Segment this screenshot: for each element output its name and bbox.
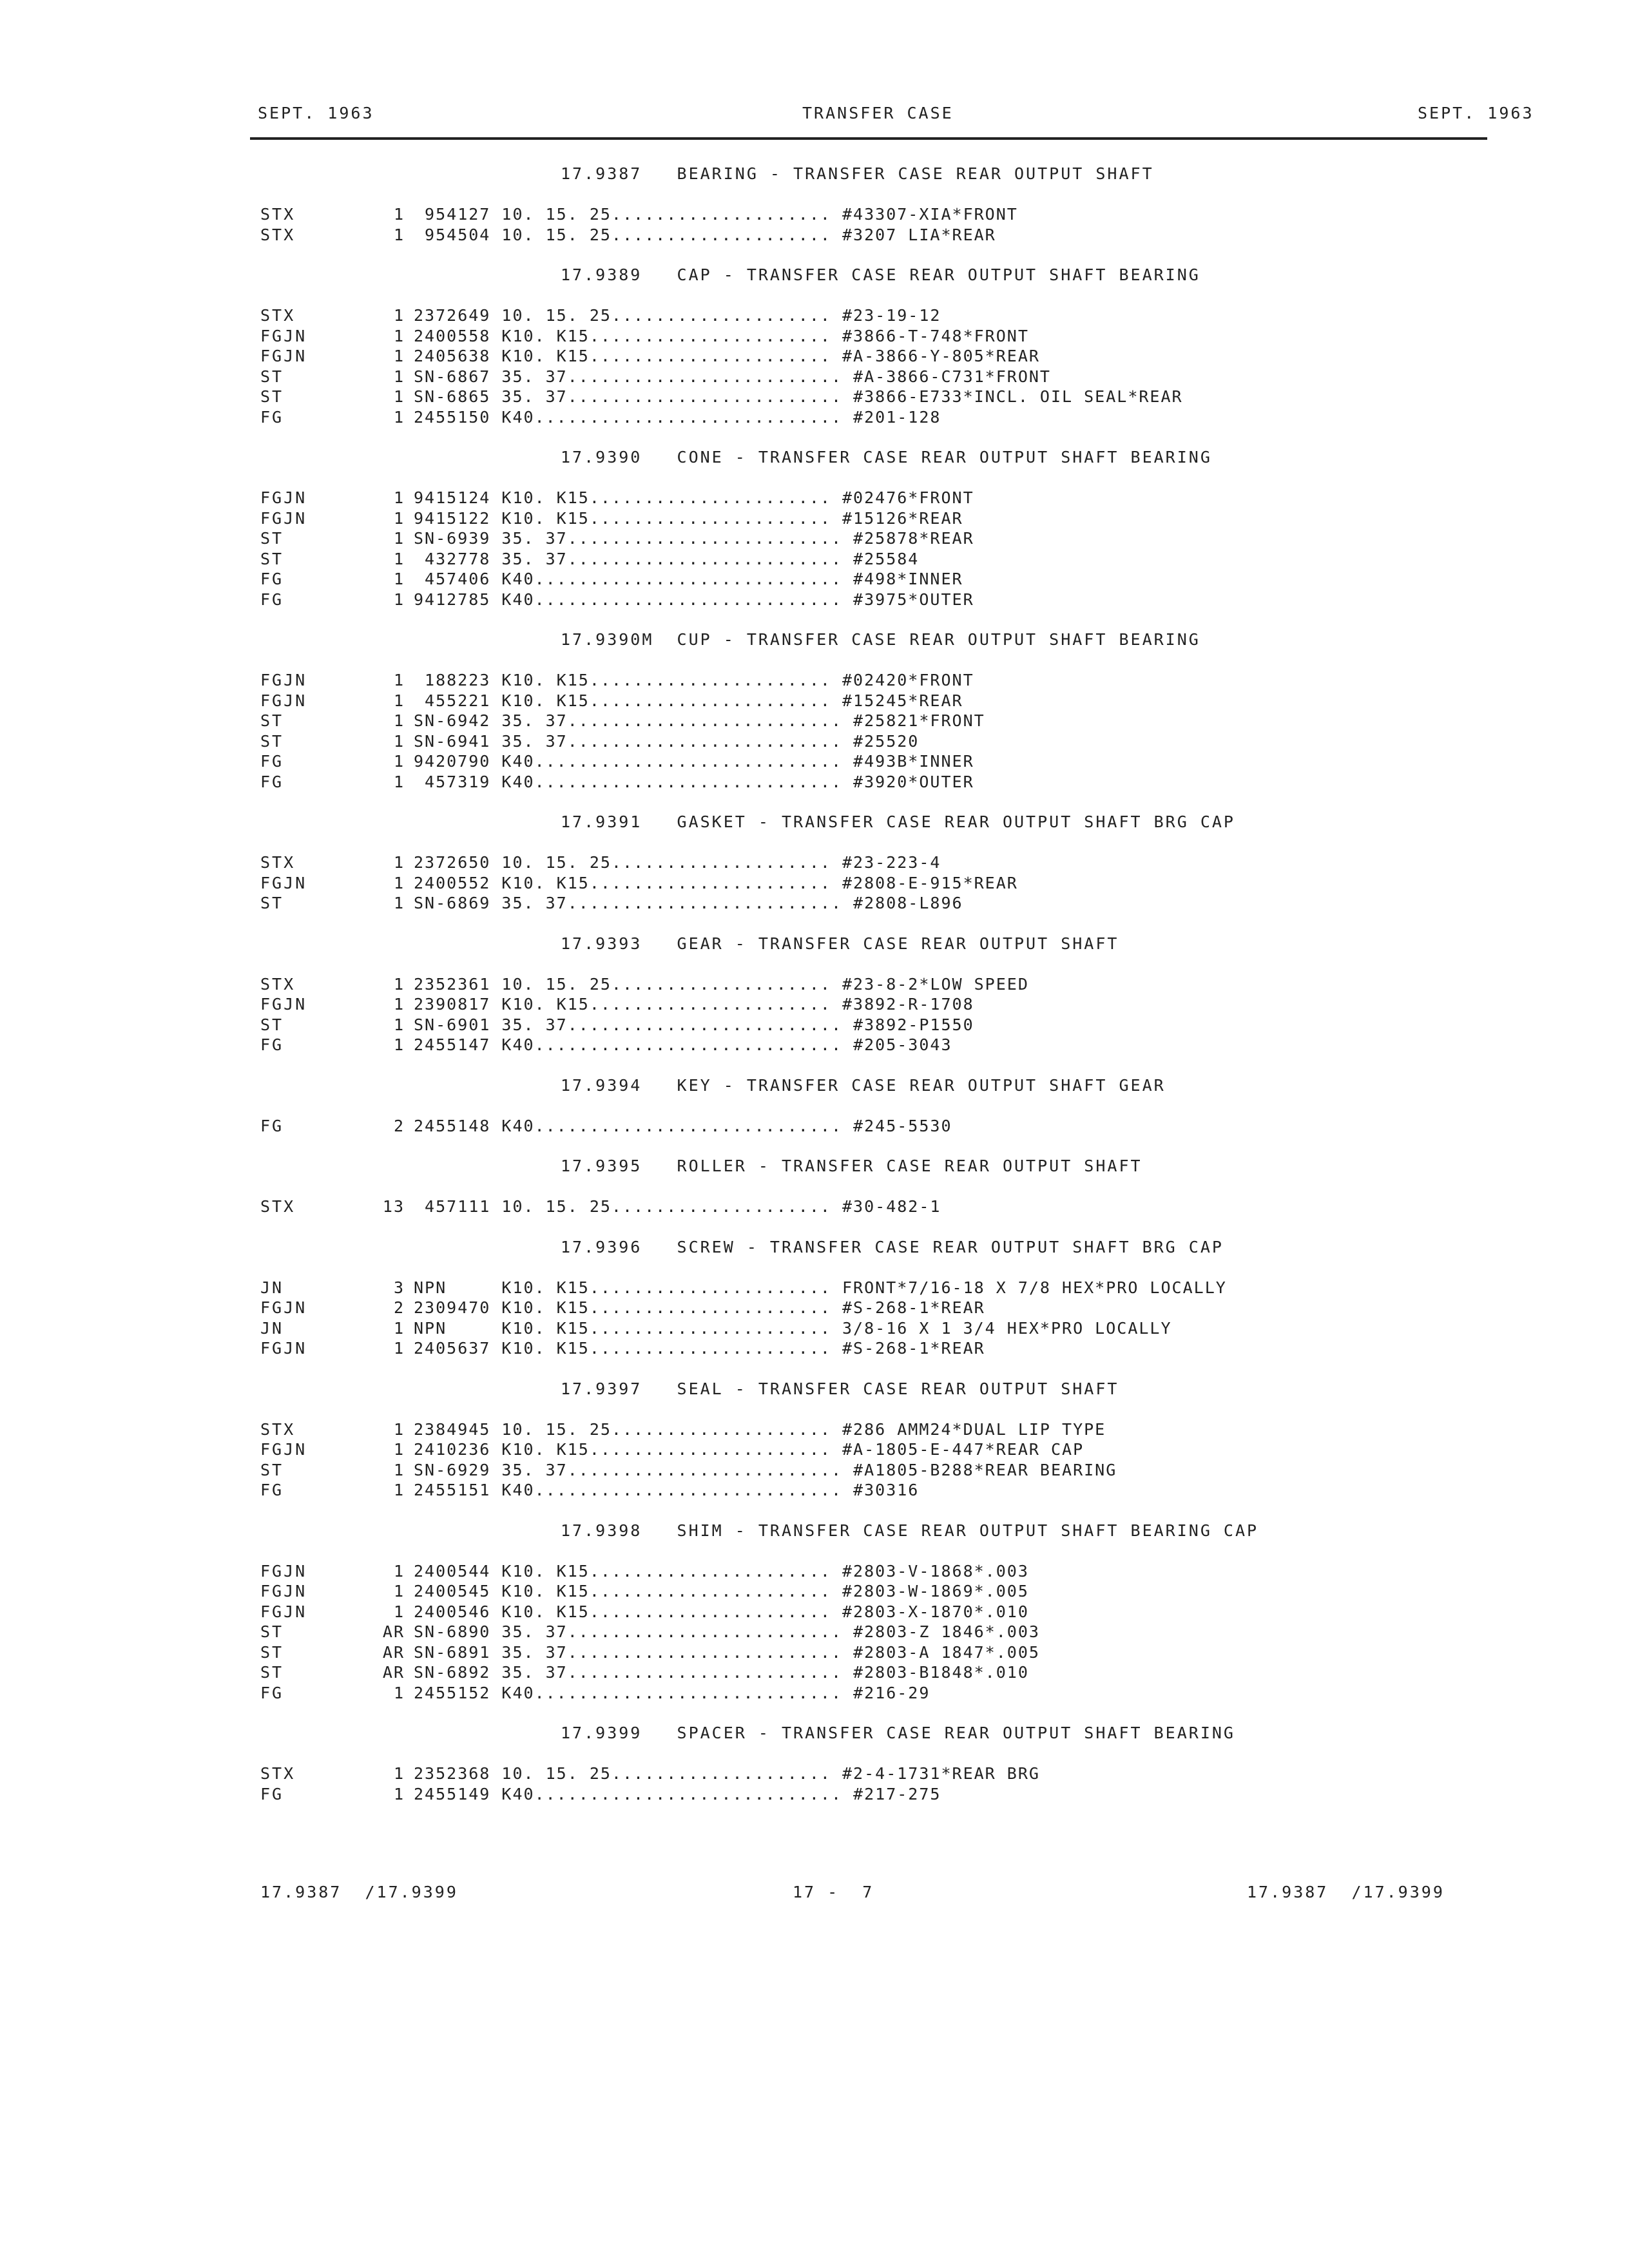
part-entry: 455221 K10. K15...................... #15245*REAR	[414, 691, 963, 710]
part-entry: 9412785 K40............................ #3975*OUTER	[414, 590, 974, 609]
part-entry: SN-6891 35. 37......................... #2803-A 1847*.005	[414, 1642, 1040, 1662]
quantity: 1	[393, 326, 405, 345]
part-row	[0, 305, 1629, 326]
footer-page-number: 17 - 7	[793, 1883, 874, 1901]
part-row	[0, 1763, 1629, 1784]
section-title: 17.9390 CONE - TRANSFER CASE REAR OUTPUT SHAFT BEARING	[561, 448, 1212, 466]
model-code: FGJN	[260, 995, 307, 1014]
quantity: 1	[393, 205, 405, 224]
quantity: 1	[393, 1460, 405, 1479]
parts-section	[0, 1379, 1629, 1501]
section-spacer	[0, 832, 1629, 853]
quantity: 1	[393, 407, 405, 427]
part-row	[0, 751, 1629, 772]
section-spacer	[0, 1399, 1629, 1419]
model-code: FGJN	[260, 347, 307, 365]
part-row	[0, 1662, 1629, 1683]
part-row	[0, 1561, 1629, 1582]
model-code: STX	[260, 306, 296, 325]
part-entry: 2455152 K40............................ #216-29	[414, 1683, 930, 1702]
parts-section	[0, 1075, 1629, 1137]
model-code: FG	[260, 1784, 284, 1803]
section-title: 17.9398 SHIM - TRANSFER CASE REAR OUTPUT SHAFT BEARING CAP	[561, 1521, 1259, 1540]
model-code: ST	[260, 549, 284, 568]
part-entry: SN-6929 35. 37......................... #A1805-B288*REAR BEARING	[414, 1460, 1117, 1479]
part-row	[0, 367, 1629, 387]
model-code: STX	[260, 205, 296, 224]
quantity: AR	[382, 1663, 405, 1682]
section-title: 17.9390M CUP - TRANSFER CASE REAR OUTPUT SHAFT BEARING	[561, 630, 1200, 649]
parts-section	[0, 265, 1629, 427]
quantity: 1	[393, 1015, 405, 1034]
parts-section	[0, 1156, 1629, 1217]
quantity: 1	[393, 570, 405, 588]
part-row	[0, 488, 1629, 508]
part-row	[0, 893, 1629, 914]
quantity: 1	[393, 1419, 405, 1439]
quantity: 1	[393, 1683, 405, 1702]
model-code: FG	[260, 1035, 284, 1054]
quantity: 1	[393, 1582, 405, 1600]
part-entry: 2455150 K40............................ #201-128	[414, 407, 941, 427]
model-code: FGJN	[260, 671, 307, 689]
model-code: ST	[260, 711, 284, 730]
part-entry: 2455149 K40............................ #217-275	[414, 1784, 941, 1803]
part-entry: 457319 K40............................ #3920*OUTER	[414, 772, 974, 791]
quantity: 1	[393, 1339, 405, 1358]
part-entry: 2455151 K40............................ #30316	[414, 1481, 920, 1499]
quantity: 1	[393, 367, 405, 386]
part-entry: 2455148 K40............................ #245-5530	[414, 1116, 952, 1135]
quantity: 1	[393, 488, 405, 507]
part-row	[0, 1602, 1629, 1622]
quantity: 1	[393, 1602, 405, 1621]
part-row	[0, 204, 1629, 225]
parts-section	[0, 164, 1629, 245]
part-entry: NPN K10. K15...................... FRONT*7/16-18 X 7/8 HEX*PRO LOCALLY	[414, 1278, 1227, 1297]
quantity: 1	[393, 873, 405, 892]
part-entry: SN-6869 35. 37......................... #2808-L896	[414, 894, 963, 912]
parts-section	[0, 1723, 1629, 1804]
part-entry: SN-6941 35. 37......................... #25520	[414, 731, 920, 751]
section-spacer	[0, 1177, 1629, 1197]
quantity: 1	[393, 347, 405, 365]
footer-range-left: 17.9387 /17.9399	[260, 1883, 458, 1901]
part-row	[0, 1338, 1629, 1359]
part-row	[0, 1035, 1629, 1055]
part-row	[0, 1460, 1629, 1481]
quantity: 13	[382, 1197, 405, 1216]
part-entry: 954504 10. 15. 25.................... #3207 LIA*REAR	[414, 225, 996, 244]
parts-section	[0, 447, 1629, 610]
part-row	[0, 974, 1629, 995]
quantity: 2	[393, 1116, 405, 1135]
model-code: FG	[260, 1683, 284, 1702]
quantity: 1	[393, 974, 405, 994]
header-rule	[250, 137, 1487, 140]
model-code: ST	[260, 529, 284, 548]
part-entry: 2372650 10. 15. 25.................... #23-223-4	[414, 853, 941, 872]
quantity: 1	[393, 752, 405, 771]
part-entry: SN-6890 35. 37......................... #2803-Z 1846*.003	[414, 1622, 1040, 1641]
section-spacer	[0, 468, 1629, 488]
part-row	[0, 1318, 1629, 1339]
parts-list	[0, 164, 1629, 1824]
part-row	[0, 1116, 1629, 1137]
part-row	[0, 1581, 1629, 1602]
model-code: ST	[260, 1015, 284, 1034]
quantity: 1	[393, 225, 405, 244]
quantity: 1	[393, 529, 405, 548]
model-code: FGJN	[260, 326, 307, 345]
parts-section	[0, 934, 1629, 1055]
model-code: STX	[260, 1764, 296, 1783]
part-entry: 188223 K10. K15...................... #02420*FRONT	[414, 671, 974, 689]
quantity: 2	[393, 1298, 405, 1317]
part-entry: 2352368 10. 15. 25.................... #2-4-1731*REAR BRG	[414, 1764, 1040, 1783]
section-spacer	[0, 1257, 1629, 1278]
model-code: ST	[260, 1460, 284, 1479]
parts-section	[0, 812, 1629, 914]
section-title: 17.9394 KEY - TRANSFER CASE REAR OUTPUT SHAFT GEAR	[561, 1075, 1166, 1095]
section-title: 17.9395 ROLLER - TRANSFER CASE REAR OUTPUT SHAFT	[561, 1157, 1142, 1175]
quantity: 1	[393, 995, 405, 1014]
part-row	[0, 1015, 1629, 1035]
part-entry: 2352361 10. 15. 25.................... #23-8-2*LOW SPEED	[414, 974, 1029, 994]
part-row	[0, 1419, 1629, 1440]
part-row	[0, 326, 1629, 347]
quantity: 1	[393, 1784, 405, 1803]
quantity: 1	[393, 387, 405, 406]
part-row	[0, 691, 1629, 711]
model-code: FGJN	[260, 1440, 307, 1459]
part-entry: 2405638 K10. K15...................... #A-3866-Y-805*REAR	[414, 347, 1040, 365]
part-row	[0, 1784, 1629, 1805]
part-row	[0, 731, 1629, 752]
model-code: FG	[260, 590, 284, 609]
model-code: ST	[260, 1663, 284, 1682]
quantity: 1	[393, 306, 405, 325]
part-row	[0, 407, 1629, 428]
model-code: FGJN	[260, 691, 307, 710]
part-entry: 2400544 K10. K15...................... #2803-V-1868*.003	[414, 1561, 1029, 1581]
section-spacer	[0, 184, 1629, 205]
section-title: 17.9393 GEAR - TRANSFER CASE REAR OUTPUT SHAFT	[561, 934, 1119, 953]
part-row	[0, 387, 1629, 407]
quantity: 1	[393, 894, 405, 912]
parts-section	[0, 1237, 1629, 1359]
part-row	[0, 508, 1629, 529]
model-code: FG	[260, 407, 284, 427]
part-entry: 2405637 K10. K15...................... #S-268-1*REAR	[414, 1339, 985, 1358]
part-entry: SN-6892 35. 37......................... #2803-B1848*.010	[414, 1663, 1029, 1682]
part-entry: 9415122 K10. K15...................... #15126*REAR	[414, 508, 963, 528]
quantity: 1	[393, 1035, 405, 1054]
part-row	[0, 670, 1629, 691]
quantity: 1	[393, 711, 405, 730]
part-entry: 9420790 K40............................ #493B*INNER	[414, 752, 974, 771]
part-row	[0, 1196, 1629, 1217]
header-date-left: SEPT. 1963	[258, 104, 374, 122]
part-entry: 457406 K40............................ #498*INNER	[414, 570, 963, 588]
part-entry: SN-6942 35. 37......................... #25821*FRONT	[414, 711, 985, 730]
part-row	[0, 1642, 1629, 1663]
section-spacer	[0, 285, 1629, 306]
model-code: JN	[260, 1318, 284, 1338]
part-row	[0, 1298, 1629, 1318]
model-code: ST	[260, 367, 284, 386]
quantity: AR	[382, 1622, 405, 1641]
model-code: FGJN	[260, 1582, 307, 1600]
section-title: 17.9391 GASKET - TRANSFER CASE REAR OUTPUT SHAFT BRG CAP	[561, 812, 1235, 831]
quantity: 1	[393, 671, 405, 689]
model-code: ST	[260, 1642, 284, 1662]
part-row	[0, 225, 1629, 245]
part-entry: 2400545 K10. K15...................... #2803-W-1869*.005	[414, 1582, 1029, 1600]
quantity: 1	[393, 590, 405, 609]
part-entry: 9415124 K10. K15...................... #02476*FRONT	[414, 488, 974, 507]
part-entry: 432778 35. 37......................... #25584	[414, 549, 920, 568]
part-entry: SN-6865 35. 37......................... #3866-E733*INCL. OIL SEAL*REAR	[414, 387, 1183, 406]
quantity: 1	[393, 731, 405, 751]
footer-range-right: 17.9387 /17.9399	[1247, 1883, 1445, 1901]
model-code: FGJN	[260, 508, 307, 528]
quantity: 1	[393, 853, 405, 872]
quantity: 1	[393, 1481, 405, 1499]
part-row	[0, 549, 1629, 570]
quantity: 1	[393, 549, 405, 568]
part-row	[0, 528, 1629, 549]
part-entry: 954127 10. 15. 25.................... #43307-XIA*FRONT	[414, 205, 1018, 224]
model-code: FGJN	[260, 873, 307, 892]
part-row	[0, 994, 1629, 1015]
model-code: STX	[260, 1419, 296, 1439]
section-title: 17.9387 BEARING - TRANSFER CASE REAR OUTPUT SHAFT	[561, 164, 1154, 183]
model-code: FG	[260, 1481, 284, 1499]
model-code: FG	[260, 570, 284, 588]
model-code: FG	[260, 752, 284, 771]
quantity: 1	[393, 772, 405, 791]
section-spacer	[0, 1095, 1629, 1116]
quantity: 1	[393, 1561, 405, 1581]
part-entry: SN-6939 35. 37......................... #25878*REAR	[414, 529, 974, 548]
quantity: 1	[393, 691, 405, 710]
model-code: JN	[260, 1278, 284, 1297]
section-spacer	[0, 954, 1629, 974]
part-entry: 457111 10. 15. 25.................... #30-482-1	[414, 1197, 941, 1216]
quantity: 1	[393, 1318, 405, 1338]
part-entry: SN-6901 35. 37......................... #3892-P1550	[414, 1015, 974, 1034]
model-code: STX	[260, 1197, 296, 1216]
header-date-right: SEPT. 1963	[1418, 104, 1534, 122]
model-code: ST	[260, 1622, 284, 1641]
part-entry: NPN K10. K15...................... 3/8-16 X 1 3/4 HEX*PRO LOCALLY	[414, 1318, 1172, 1338]
part-row	[0, 873, 1629, 894]
part-entry: 2384945 10. 15. 25.................... #286 AMM24*DUAL LIP TYPE	[414, 1419, 1106, 1439]
model-code: FGJN	[260, 1561, 307, 1581]
part-entry: 2400558 K10. K15...................... #3866-T-748*FRONT	[414, 326, 1029, 345]
model-code: STX	[260, 225, 296, 244]
part-row	[0, 590, 1629, 610]
quantity: 1	[393, 1440, 405, 1459]
part-row	[0, 1439, 1629, 1460]
part-row	[0, 1278, 1629, 1298]
part-entry: SN-6867 35. 37......................... #A-3866-C731*FRONT	[414, 367, 1051, 386]
model-code: FGJN	[260, 1339, 307, 1358]
model-code: STX	[260, 853, 296, 872]
model-code: FGJN	[260, 488, 307, 507]
section-title: 17.9396 SCREW - TRANSFER CASE REAR OUTPUT SHAFT BRG CAP	[561, 1237, 1224, 1256]
section-title: 17.9389 CAP - TRANSFER CASE REAR OUTPUT SHAFT BEARING	[561, 265, 1200, 284]
model-code: STX	[260, 974, 296, 994]
part-row	[0, 346, 1629, 367]
model-code: ST	[260, 731, 284, 751]
quantity: 3	[393, 1278, 405, 1297]
model-code: FG	[260, 1116, 284, 1135]
quantity: 1	[393, 508, 405, 528]
part-entry: 2390817 K10. K15...................... #3892-R-1708	[414, 995, 974, 1014]
parts-section	[0, 1521, 1629, 1704]
quantity: 1	[393, 1764, 405, 1783]
part-row	[0, 1480, 1629, 1501]
part-row	[0, 711, 1629, 731]
section-spacer	[0, 650, 1629, 671]
parts-section	[0, 629, 1629, 792]
quantity: AR	[382, 1642, 405, 1662]
model-code: FG	[260, 772, 284, 791]
part-entry: 2400552 K10. K15...................... #2808-E-915*REAR	[414, 873, 1018, 892]
model-code: FGJN	[260, 1602, 307, 1621]
part-entry: 2410236 K10. K15...................... #A-1805-E-447*REAR CAP	[414, 1440, 1084, 1459]
part-row	[0, 1622, 1629, 1642]
part-entry: 2372649 10. 15. 25.................... #23-19-12	[414, 306, 941, 325]
part-row	[0, 569, 1629, 590]
section-title: 17.9397 SEAL - TRANSFER CASE REAR OUTPUT SHAFT	[561, 1379, 1119, 1398]
model-code: ST	[260, 894, 284, 912]
section-spacer	[0, 1541, 1629, 1561]
section-title: 17.9399 SPACER - TRANSFER CASE REAR OUTPUT SHAFT BEARING	[561, 1724, 1235, 1742]
header-title: TRANSFER CASE	[802, 104, 954, 122]
model-code: FGJN	[260, 1298, 307, 1317]
part-row	[0, 852, 1629, 873]
part-row	[0, 772, 1629, 793]
part-entry: 2455147 K40............................ #205-3043	[414, 1035, 952, 1054]
part-entry: 2309470 K10. K15...................... #S-268-1*REAR	[414, 1298, 985, 1317]
part-row	[0, 1683, 1629, 1704]
part-entry: 2400546 K10. K15...................... #2803-X-1870*.010	[414, 1602, 1029, 1621]
model-code: ST	[260, 387, 284, 406]
section-spacer	[0, 1744, 1629, 1764]
